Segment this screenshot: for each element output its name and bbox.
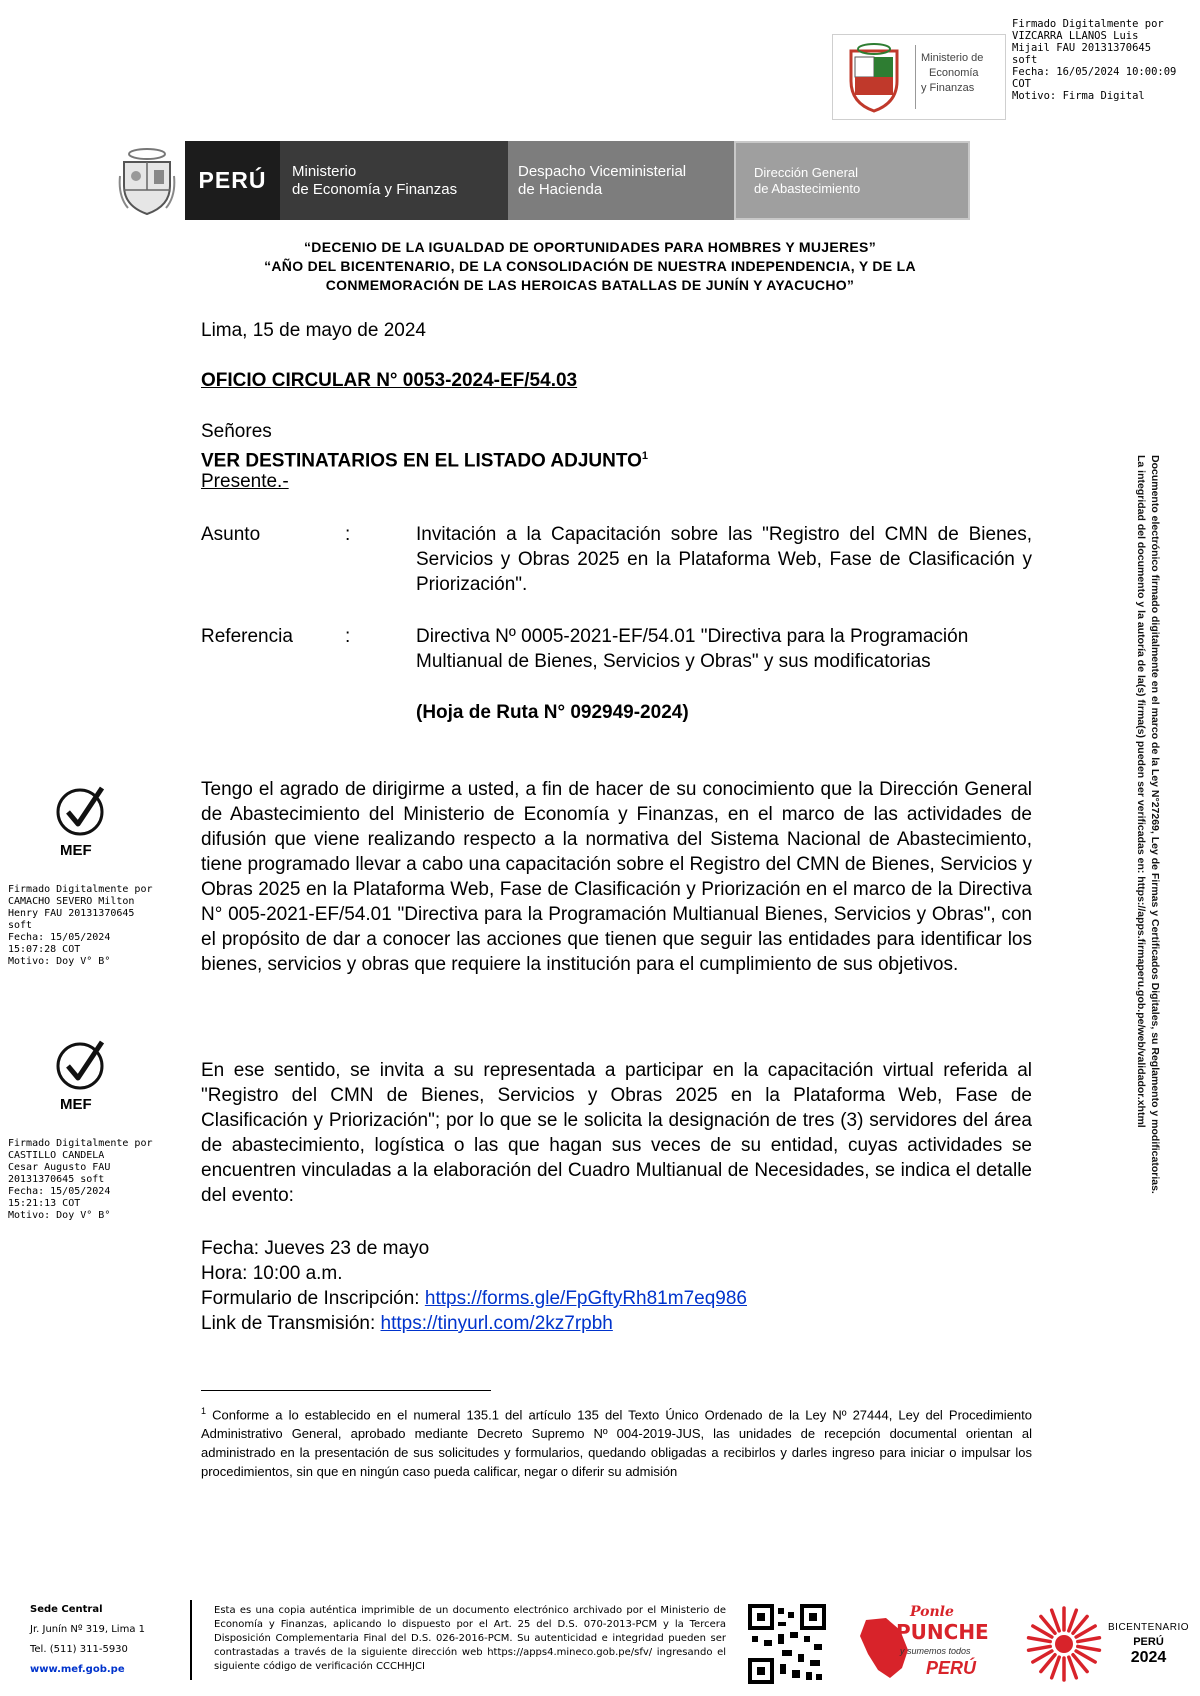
letter-date: Lima, 15 de mayo de 2024 [201,320,426,341]
senores: Señores [201,421,272,442]
ponle-punche-logo: Ponle PUNCHE y sumemos todos PERÚ [856,1602,1006,1684]
mef-logo-2: MEF [60,1096,92,1113]
mef-check-icon [52,782,114,840]
side-signature-1: Firmado Digitalmente por CAMACHO SEVERO Milton Henry FAU 20131370645 soft Fecha: 15/05/2024 15:07:28 COT Motivo: Doy V° B° [8,884,153,967]
footnote-divider [201,1390,491,1391]
header-despacho: Despacho Viceministerial de Hacienda [508,141,734,220]
peru-shield-icon [118,146,176,216]
top-signature-text: Firmado Digitalmente por VIZCARRA LLANOS Luis Mijail FAU 20131370645 soft Fecha: 16/05/2024 10:00:09 COT Motivo: Firma Digital [1012,18,1177,102]
mef-logo-1: MEF [60,842,92,859]
signature-stamp-box [832,34,1006,120]
referencia-colon: : [345,626,351,647]
formulario-link[interactable]: https://forms.gle/FpGftyRh81m7eq986 [424,1288,747,1309]
presente: Presente.- [201,471,289,492]
vertical-verification-note-1: Documento electrónico firmado digitalmente en el marco de la Ley N°27269, Ley de Firmas y Certificados Digitales, su Reglamento y modificatorias. [1149,455,1161,1194]
qr-code-icon [748,1604,826,1684]
event-formulario: Formulario de Inscripción: https://forms.gle/FpGftyRh81m7eq986 [201,1288,747,1309]
asunto-text: Invitación a la Capacitación sobre las "Registro del CMN de Bienes, Servicios y Obras 2025 en la Plataforma Web, Fase de Clasificación y Priorización". [416,524,1032,595]
vertical-verification-note-2: La integridad del documento y la autoría de la(s) firma(s) pueden ser verificadas en: https://apps.firmaperu.gob.pe/web/validador.xhtml [1135,455,1147,1128]
event-fecha: Fecha: Jueves 23 de mayo [201,1238,430,1259]
header-direccion: Dirección General de Abastecimiento [734,141,970,220]
destinatarios: VER DESTINATARIOS EN EL LISTADO ADJUNTO$^1$ [201,450,649,472]
transmision-link[interactable]: https://tinyurl.com/2kz7rpbh [380,1313,613,1334]
paragraph-2: En ese sentido, se invita a su representada a participar en la capacitación virtual referida al "Registro del CMN de Bienes, Servicios y Obras 2025 en la Plataforma Web, Fase de Clasificación y Priorización"; por lo que se le solicita la designación de tres (3) servidores del área de abastecimiento, logística o las que hagan sus veces de su entidad, cuyas actividades se encuentren vinculadas a la elaboración del Cuadro Multianual de Necesidades, se indica el detalle del evento: [201,1060,1032,1206]
bicentenario-logo-text: BICENTENARIO PERÚ 2024 [1108,1622,1190,1666]
paragraph-1: Tengo el agrado de dirigirme a usted, a fin de hacer de su conocimiento que la Dirección General de Abastecimiento del Ministerio de Economía y Finanzas, en el marco de las actividades de difusión que viene realizando respecto a la normativa del Sistema Nacional de Abastecimiento, tiene programado llevar a cabo una capacitación sobre el Registro del CMN de Bienes, Servicios y Obras 2025 en la Plataforma Web, Fase de Clasificación y Priorización en el marco de la Directiva N° 005-2021-EF/54.01 "Directiva para la Programación Multianual Bienes, Servicios y Obras", con el propósito de dar a conocer las acciones que tienen que seguir las entidades para identificar los bienes, servicios y obras que requiere la institución para el cumplimiento de sus objetivos. [201,779,1032,975]
referencia-label: Referencia [201,626,293,647]
asunto-colon: : [345,524,351,545]
footnote: $^1$ Conforme a lo establecido en el numeral 135.1 del artículo 135 del Texto Único Ordenado de la Ley Nº 27444, Ley del Procedimiento Administrativo General, aprobado mediante Decreto Supremo Nº 004-2019-JUS, las unidades de recepción documental orientan al administrado en la presentación de sus solicitudes y formularios, quedando obligadas a recibirlos y darles ingreso para iniciar o impulsar los procedimientos, sin que en ningún caso pueda calificar, negar o diferir su admisión [201,1406,1032,1480]
asunto-label: Asunto [201,524,261,545]
ministry-name: Ministerio de Economía y Finanzas [921,52,984,94]
bicentenario-sunburst-icon [1024,1604,1104,1684]
event-hora: Hora: 10:00 a.m. [201,1263,343,1284]
peru-coat-of-arms-icon [839,41,909,113]
header-ministerio: Ministerio de Economía y Finanzas [280,141,508,220]
mef-check-icon [52,1036,114,1094]
decenio-header: “DECENIO DE LA IGUALDAD DE OPORTUNIDADES PARA HOMBRES Y MUJERES” “AÑO DEL BICENTENARIO, DE LA CONSOLIDACIÓN DE NUESTRA INDEPENDENCIA, Y DE LA CONMEMORACIÓN DE LAS HEROICAS BATALLAS DE JUNÍN Y AYACUCHO” [264,239,916,293]
header-peru: PERÚ [185,141,280,220]
hoja-de-ruta: (Hoja de Ruta N° 092949-2024) [416,702,689,723]
oficio-number: OFICIO CIRCULAR N° 0053-2024-EF/54.03 [201,370,578,391]
footer-copy-text: Esta es una copia auténtica imprimible de un documento electrónico archivado por el Ministerio de Economía y Finanzas, aplicando lo dispuesto por el Art. 25 del D.S. 070-2013-PCM y la Tercera Disposición Complementaria Final del D.S. 026-2016-PCM. Su autenticidad e integridad pueden ser contrastadas a través de la siguiente dirección web https://apps4.mineco.gob.pe/sfv/ ingresando el siguiente código de verificación CCCHHJCI [214,1605,726,1672]
referencia-text: Directiva Nº 0005-2021-EF/54.01 "Directiva para la Programación Multianual de Bienes, Servicios y Obras" y sus modificatorias [416,626,969,672]
footer-divider [190,1600,192,1680]
event-link: Link de Transmisión: https://tinyurl.com/2kz7rpbh [201,1313,613,1334]
side-signature-2: Firmado Digitalmente por CASTILLO CANDELA Cesar Augusto FAU 20131370645 soft Fecha: 15/05/2024 15:21:13 COT Motivo: Doy V° B° [8,1138,153,1221]
footer-web-link[interactable]: www.mef.gob.pe [30,1664,125,1675]
footer-address: Sede Central Jr. Junín Nº 319, Lima 1 Tel. (511) 311-5930 www.mef.gob.pe [30,1600,145,1680]
